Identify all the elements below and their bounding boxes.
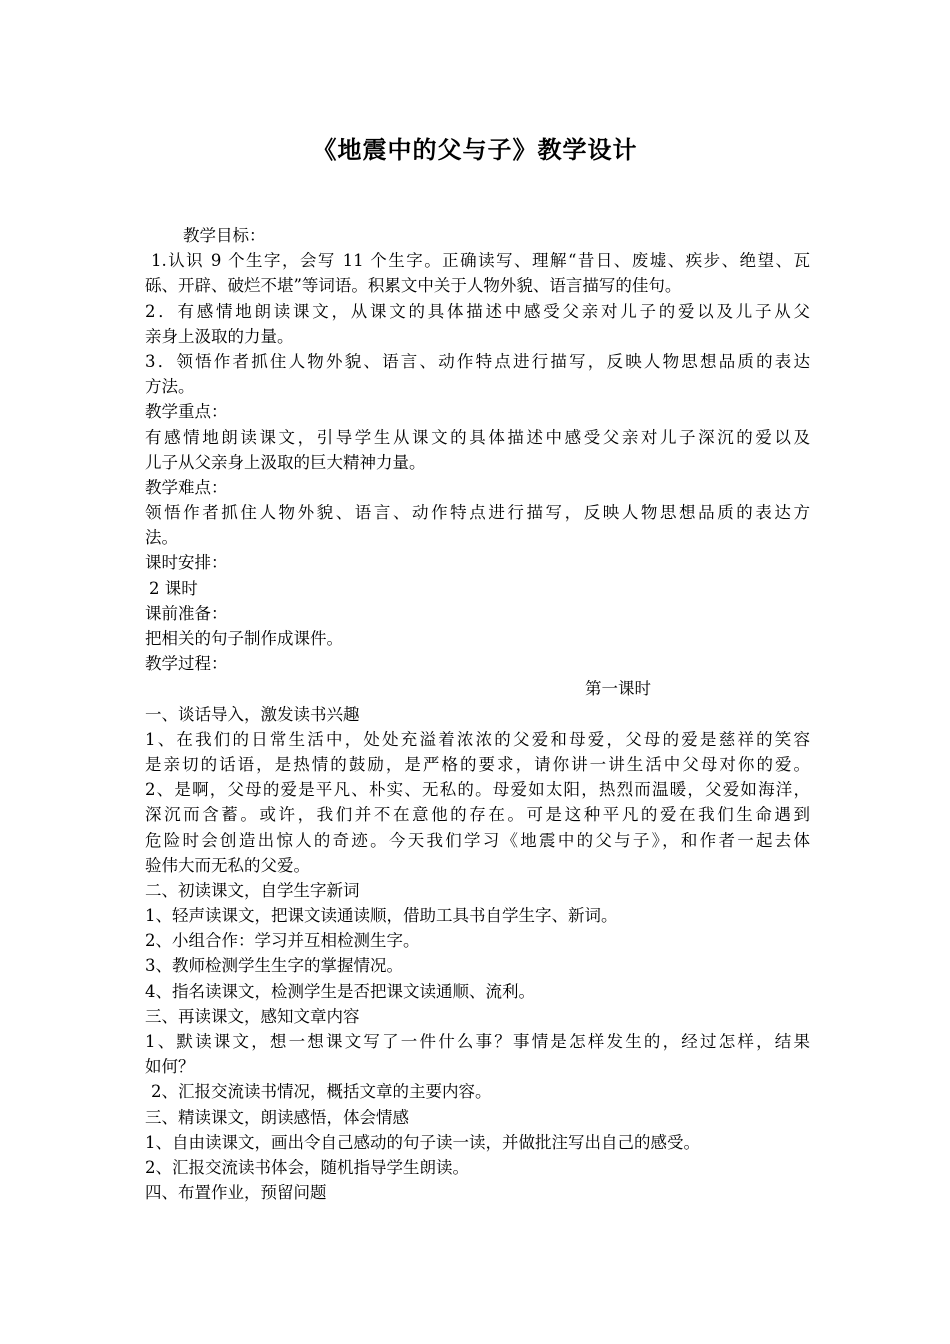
text-line: 法。	[145, 528, 178, 548]
text-line: 教学重点：	[145, 402, 228, 422]
text-line: 教学目标：	[183, 226, 266, 245]
text-line: 二、初读课文，自学生字新词	[145, 880, 360, 900]
document-title: 《地震中的父与子》教学设计	[312, 135, 638, 164]
text-line: 2、汇报交流读书情况，概括文章的主要内容。	[151, 1082, 492, 1102]
text-line: 1、自由读课文，画出令自己感动的句子读一读，并做批注写出自己的感受。	[145, 1132, 700, 1152]
text-line: 1、默读课文，想一想课文写了一件什么事？事情是怎样发生的，经过怎样，结果	[145, 1032, 810, 1051]
text-line: 方法。	[145, 377, 195, 397]
text-line: 亲身上汲取的力量。	[145, 326, 294, 346]
text-line: 2．有感情地朗读课文，从课文的具体描述中感受父亲对儿子的爱以及儿子从父	[145, 301, 810, 321]
text-line: 课时安排：	[145, 553, 228, 573]
text-line: 第一课时	[585, 679, 651, 699]
text-line: 危险时会创造出惊人的奇迹。今天我们学习《地震中的父与子》，和作者一起去体	[145, 830, 810, 850]
text-line: 三、精读课文，朗读感悟，体会情感	[145, 1107, 409, 1127]
text-line: 砾、开辟、破烂不堪”等词语。积累文中关于人物外貌、语言描写的佳句。	[145, 276, 682, 296]
text-line: 1、在我们的日常生活中，处处充溢着浓浓的父爱和母爱，父母的爱是慈祥的笑容	[145, 729, 810, 749]
text-line: 2 课时	[149, 578, 198, 598]
text-line: 3．领悟作者抓住人物外貌、语言、动作特点进行描写，反映人物思想品质的表达	[145, 351, 810, 371]
text-line: 2、汇报交流读书体会，随机指导学生朗读。	[145, 1157, 469, 1177]
text-line: 2、是啊，父母的爱是平凡、朴实、无私的。母爱如太阳，热烈而温暖，父爱如海洋，	[145, 780, 810, 800]
text-line: 4、指名读课文，检测学生是否把课文读通顺、流利。	[145, 981, 535, 1001]
text-line: 一、谈话导入，激发读书兴趣	[145, 704, 360, 724]
text-line: 四、布置作业，预留问题	[145, 1183, 327, 1203]
text-line: 验伟大而无私的父爱。	[145, 855, 310, 875]
text-line: 教学难点：	[145, 477, 228, 497]
text-line: 深沉而含蓄。或许，我们并不在意他的存在。可是这种平凡的爱在我们生命遇到	[145, 805, 810, 825]
text-line: 1.认识 9 个生字，会写 11 个生字。正确读写、理解“昔日、废墟、疾步、绝望、瓦	[151, 251, 810, 271]
text-line: 1、轻声读课文，把课文读通读顺，借助工具书自学生字、新词。	[145, 906, 618, 926]
text-line: 课前准备：	[145, 603, 228, 623]
text-line: 是亲切的话语，是热情的鼓励，是严格的要求，请你讲一讲生活中父母对你的爱。	[145, 754, 810, 774]
text-line: 领悟作者抓住人物外貌、语言、动作特点进行描写，反映人物思想品质的表达方	[145, 503, 810, 523]
text-line: 2、小组合作：学习并互相检测生字。	[145, 931, 420, 951]
text-line: 有感情地朗读课文，引导学生从课文的具体描述中感受父亲对儿子深沉的爱以及	[145, 427, 810, 447]
text-line: 三、再读课文，感知文章内容	[145, 1006, 360, 1026]
text-line: 如何？	[145, 1057, 195, 1077]
document-body	[145, 223, 810, 1205]
text-line: 把相关的句子制作成课件。	[145, 629, 343, 648]
text-line: 儿子从父亲身上汲取的巨大精神力量。	[145, 452, 426, 472]
text-line: 教学过程：	[145, 654, 228, 674]
text-line: 3、教师检测学生生字的掌握情况。	[145, 956, 403, 976]
